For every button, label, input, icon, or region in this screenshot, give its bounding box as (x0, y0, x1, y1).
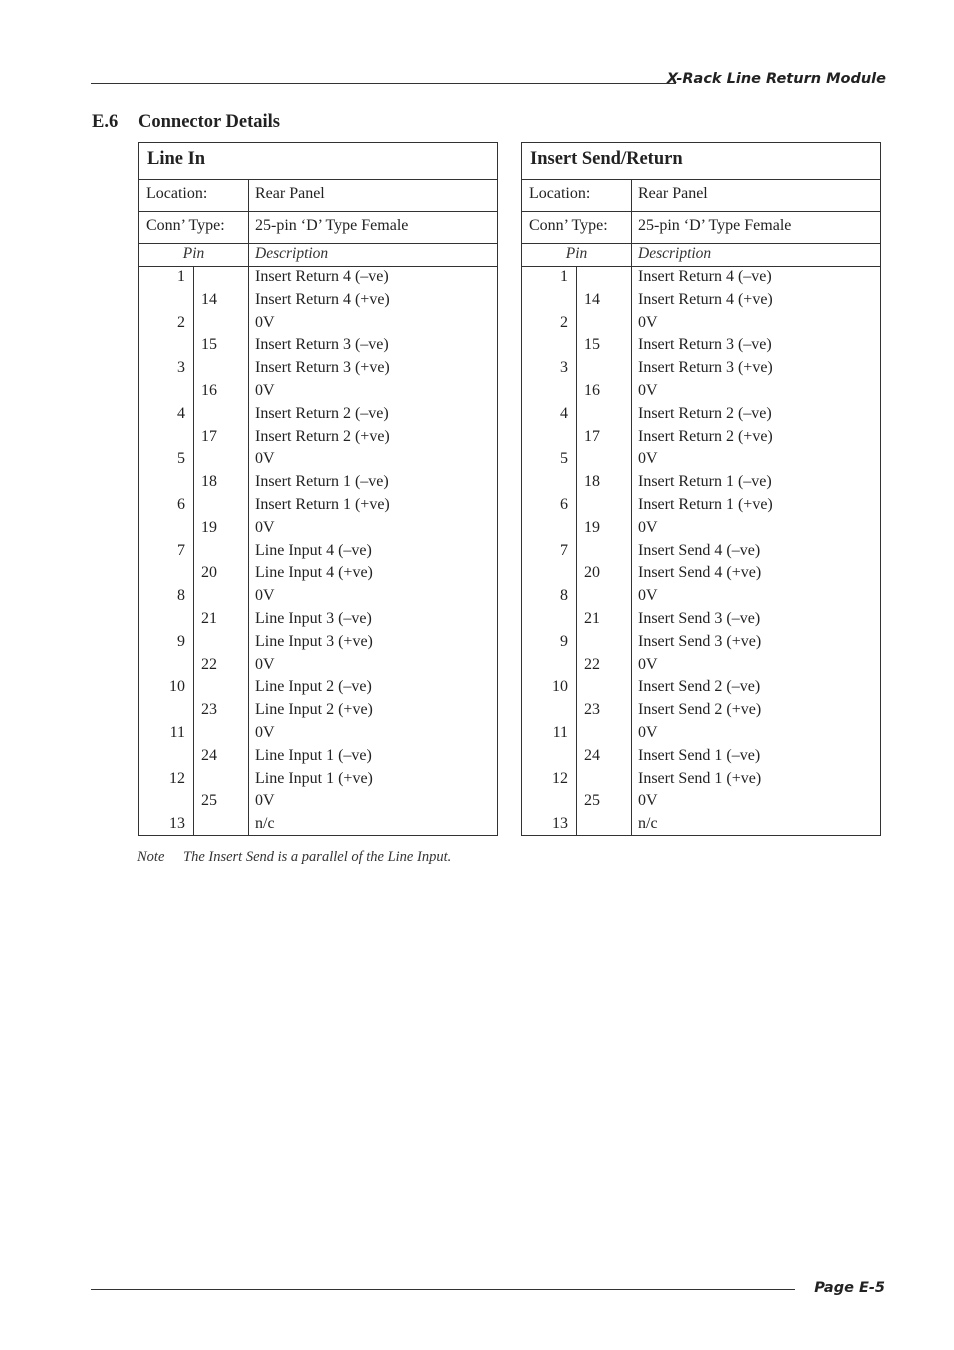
pin-b-cell: 17 (201, 427, 217, 445)
description-cell: Insert Return 1 (+ve) (638, 496, 773, 513)
pin-a-cell: 6 (560, 496, 568, 513)
description-cell: Insert Return 4 (+ve) (255, 290, 390, 308)
description-cell: Insert Return 2 (–ve) (638, 404, 772, 422)
line-in-table (138, 142, 498, 836)
table-row (139, 268, 497, 291)
pin-b-cell: 16 (201, 382, 217, 399)
table-row (139, 382, 497, 405)
table-row (139, 656, 497, 679)
table-row (139, 770, 497, 793)
description-cell: 0V (638, 450, 658, 468)
pin-column-header: Pin (565, 245, 588, 262)
table-row (139, 678, 497, 701)
pin-a-cell: 13 (169, 815, 185, 833)
table-row (522, 359, 880, 382)
location-row (522, 180, 880, 212)
pin-b-cell: 14 (584, 290, 600, 308)
description-cell: Insert Return 3 (+ve) (638, 359, 773, 377)
pin-b-cell: 18 (201, 473, 217, 491)
pin-b-cell: 25 (584, 792, 600, 810)
description-cell: Insert Return 4 (–ve) (638, 268, 772, 285)
table-row (522, 519, 880, 542)
description-cell: Insert Return 4 (+ve) (638, 290, 773, 308)
description-column-header: Description (255, 245, 329, 262)
description-cell: Line Input 1 (–ve) (255, 746, 372, 764)
table-row (522, 405, 880, 428)
description-cell: Insert Return 3 (–ve) (638, 336, 772, 354)
description-cell: 0V (638, 724, 658, 741)
pin-b-cell: 14 (201, 290, 217, 308)
pin-a-cell: 1 (177, 268, 185, 285)
pin-b-cell: 16 (584, 382, 600, 399)
pin-rows (139, 267, 497, 835)
location-value: Rear Panel (638, 185, 708, 202)
table-row (139, 428, 497, 451)
pin-b-cell: 25 (201, 792, 217, 810)
description-cell: Insert Send 2 (+ve) (638, 701, 762, 719)
pin-a-cell: 8 (560, 587, 568, 605)
description-cell: n/c (255, 815, 275, 833)
section-number: E.6 (92, 112, 119, 132)
description-cell: Insert Return 1 (–ve) (255, 473, 389, 491)
pin-a-cell: 6 (177, 496, 185, 513)
pin-b-cell: 22 (584, 655, 600, 673)
table-row (522, 336, 880, 359)
table-row (139, 291, 497, 314)
description-cell: Line Input 2 (–ve) (255, 678, 372, 696)
table-row (522, 450, 880, 473)
connector-type-label: Conn’ Type: (529, 217, 608, 234)
description-cell: 0V (255, 382, 275, 399)
section-title: Connector Details (138, 112, 280, 132)
pin-b-cell: 21 (201, 610, 217, 627)
pin-a-cell: 3 (560, 359, 568, 377)
pin-b-cell: 20 (584, 564, 600, 582)
table-row (522, 564, 880, 587)
pin-a-cell: 4 (560, 404, 568, 422)
description-cell: 0V (255, 518, 275, 536)
description-cell: Insert Send 3 (+ve) (638, 632, 762, 650)
description-cell: Line Input 4 (+ve) (255, 564, 373, 582)
table-row (522, 542, 880, 565)
insert-send-return-table (521, 142, 881, 836)
description-cell: 0V (638, 792, 658, 810)
description-cell: Insert Return 3 (–ve) (255, 336, 389, 354)
pin-a-cell: 12 (169, 769, 185, 787)
table-row (522, 496, 880, 519)
pin-b-cell: 17 (584, 427, 600, 445)
description-cell: 0V (638, 587, 658, 605)
pin-a-cell: 7 (560, 541, 568, 559)
table-row (139, 587, 497, 610)
description-cell: Insert Return 3 (+ve) (255, 359, 390, 377)
description-cell: Insert Return 4 (–ve) (255, 268, 389, 285)
table-row (522, 724, 880, 747)
description-cell: 0V (255, 313, 275, 331)
table-row (139, 633, 497, 656)
pin-a-cell: 9 (560, 632, 568, 650)
table-row (522, 770, 880, 793)
pin-b-cell: 15 (201, 336, 217, 354)
pin-b-cell: 20 (201, 564, 217, 582)
connector-type-row (139, 212, 497, 244)
table-row (139, 610, 497, 633)
description-cell: 0V (638, 655, 658, 673)
table-row (522, 587, 880, 610)
pin-a-cell: 9 (177, 632, 185, 650)
pin-b-cell: 23 (201, 701, 217, 719)
description-cell: Insert Send 2 (–ve) (638, 678, 761, 696)
note (137, 849, 451, 866)
description-cell: 0V (255, 655, 275, 673)
pin-rows (522, 267, 880, 835)
description-cell: Line Input 4 (–ve) (255, 541, 372, 559)
section-heading (92, 112, 280, 133)
table-row (522, 792, 880, 815)
table-row (139, 336, 497, 359)
table-row (522, 610, 880, 633)
table-row (139, 564, 497, 587)
description-cell: 0V (638, 518, 658, 536)
description-cell: Insert Send 1 (–ve) (638, 746, 761, 764)
description-cell: Insert Send 4 (–ve) (638, 541, 761, 559)
location-label: Location: (146, 185, 208, 202)
table-row (522, 268, 880, 291)
pin-b-cell: 24 (201, 746, 217, 764)
pin-b-cell: 19 (584, 518, 600, 536)
connector-type-value: 25-pin ‘D’ Type Female (255, 217, 409, 234)
pin-a-cell: 10 (552, 678, 568, 696)
pin-a-cell: 13 (552, 815, 568, 833)
description-cell: Insert Return 1 (–ve) (638, 473, 772, 491)
table-row (522, 428, 880, 451)
table-row (522, 314, 880, 337)
pin-a-cell: 8 (177, 587, 185, 605)
description-cell: Insert Return 2 (–ve) (255, 404, 389, 422)
table-title: Insert Send/Return (522, 143, 880, 180)
connector-type-row (522, 212, 880, 244)
column-header-row (139, 244, 497, 267)
pin-b-cell: 21 (584, 610, 600, 627)
table-row (522, 473, 880, 496)
table-row (139, 473, 497, 496)
connector-type-label: Conn’ Type: (146, 217, 225, 234)
pin-a-cell: 10 (169, 678, 185, 696)
table-row (522, 701, 880, 724)
pin-a-cell: 2 (177, 313, 185, 331)
table-row (139, 724, 497, 747)
table-row (139, 792, 497, 815)
footer-rule (91, 1289, 795, 1290)
pin-column-header: Pin (182, 245, 205, 262)
description-cell: Insert Return 1 (+ve) (255, 496, 390, 513)
pin-a-cell: 4 (177, 404, 185, 422)
running-header-title: X-Rack Line Return Module (666, 71, 886, 87)
description-cell: 0V (255, 587, 275, 605)
description-cell: n/c (638, 815, 658, 833)
description-cell: 0V (638, 313, 658, 331)
table-row (522, 656, 880, 679)
table-row (522, 291, 880, 314)
location-row (139, 180, 497, 212)
pin-a-cell: 12 (552, 769, 568, 787)
column-header-row (522, 244, 880, 267)
connector-type-value: 25-pin ‘D’ Type Female (638, 217, 792, 234)
pin-b-cell: 23 (584, 701, 600, 719)
location-label: Location: (529, 185, 591, 202)
pin-a-cell: 7 (177, 541, 185, 559)
pin-b-cell: 19 (201, 518, 217, 536)
description-cell: Insert Return 2 (+ve) (638, 427, 773, 445)
pin-b-cell: 18 (584, 473, 600, 491)
pin-a-cell: 1 (560, 268, 568, 285)
table-title: Line In (139, 143, 497, 180)
table-row (139, 701, 497, 724)
description-cell: Insert Send 3 (–ve) (638, 610, 761, 627)
table-row (139, 359, 497, 382)
description-cell: Line Input 1 (+ve) (255, 769, 373, 787)
pin-a-cell: 3 (177, 359, 185, 377)
description-cell: 0V (255, 724, 275, 741)
table-row (522, 747, 880, 770)
table-row (139, 450, 497, 473)
pin-a-cell: 11 (552, 724, 568, 741)
table-row (139, 542, 497, 565)
note-label: Note (137, 849, 165, 865)
pin-a-cell: 2 (560, 313, 568, 331)
description-cell: Line Input 3 (–ve) (255, 610, 372, 627)
table-row (139, 314, 497, 337)
description-cell: Line Input 3 (+ve) (255, 632, 373, 650)
pin-a-cell: 5 (177, 450, 185, 468)
description-cell: Insert Send 4 (+ve) (638, 564, 762, 582)
table-row (139, 496, 497, 519)
table-row (522, 815, 880, 838)
description-column-header: Description (638, 245, 712, 262)
pin-a-cell: 11 (169, 724, 185, 741)
table-row (522, 633, 880, 656)
note-text: The Insert Send is a parallel of the Line Input. (183, 849, 452, 865)
table-row (522, 382, 880, 405)
table-row (139, 519, 497, 542)
table-row (139, 747, 497, 770)
pin-b-cell: 24 (584, 746, 600, 764)
description-cell: Insert Send 1 (+ve) (638, 769, 762, 787)
description-cell: 0V (255, 792, 275, 810)
header-rule (91, 83, 676, 84)
pin-b-cell: 22 (201, 655, 217, 673)
page-number: Page E-5 (814, 1280, 885, 1296)
table-row (139, 815, 497, 838)
table-row (139, 405, 497, 428)
description-cell: Insert Return 2 (+ve) (255, 427, 390, 445)
description-cell: Line Input 2 (+ve) (255, 701, 373, 719)
pin-b-cell: 15 (584, 336, 600, 354)
description-cell: 0V (255, 450, 275, 468)
description-cell: 0V (638, 382, 658, 399)
pin-a-cell: 5 (560, 450, 568, 468)
table-row (522, 678, 880, 701)
location-value: Rear Panel (255, 185, 325, 202)
